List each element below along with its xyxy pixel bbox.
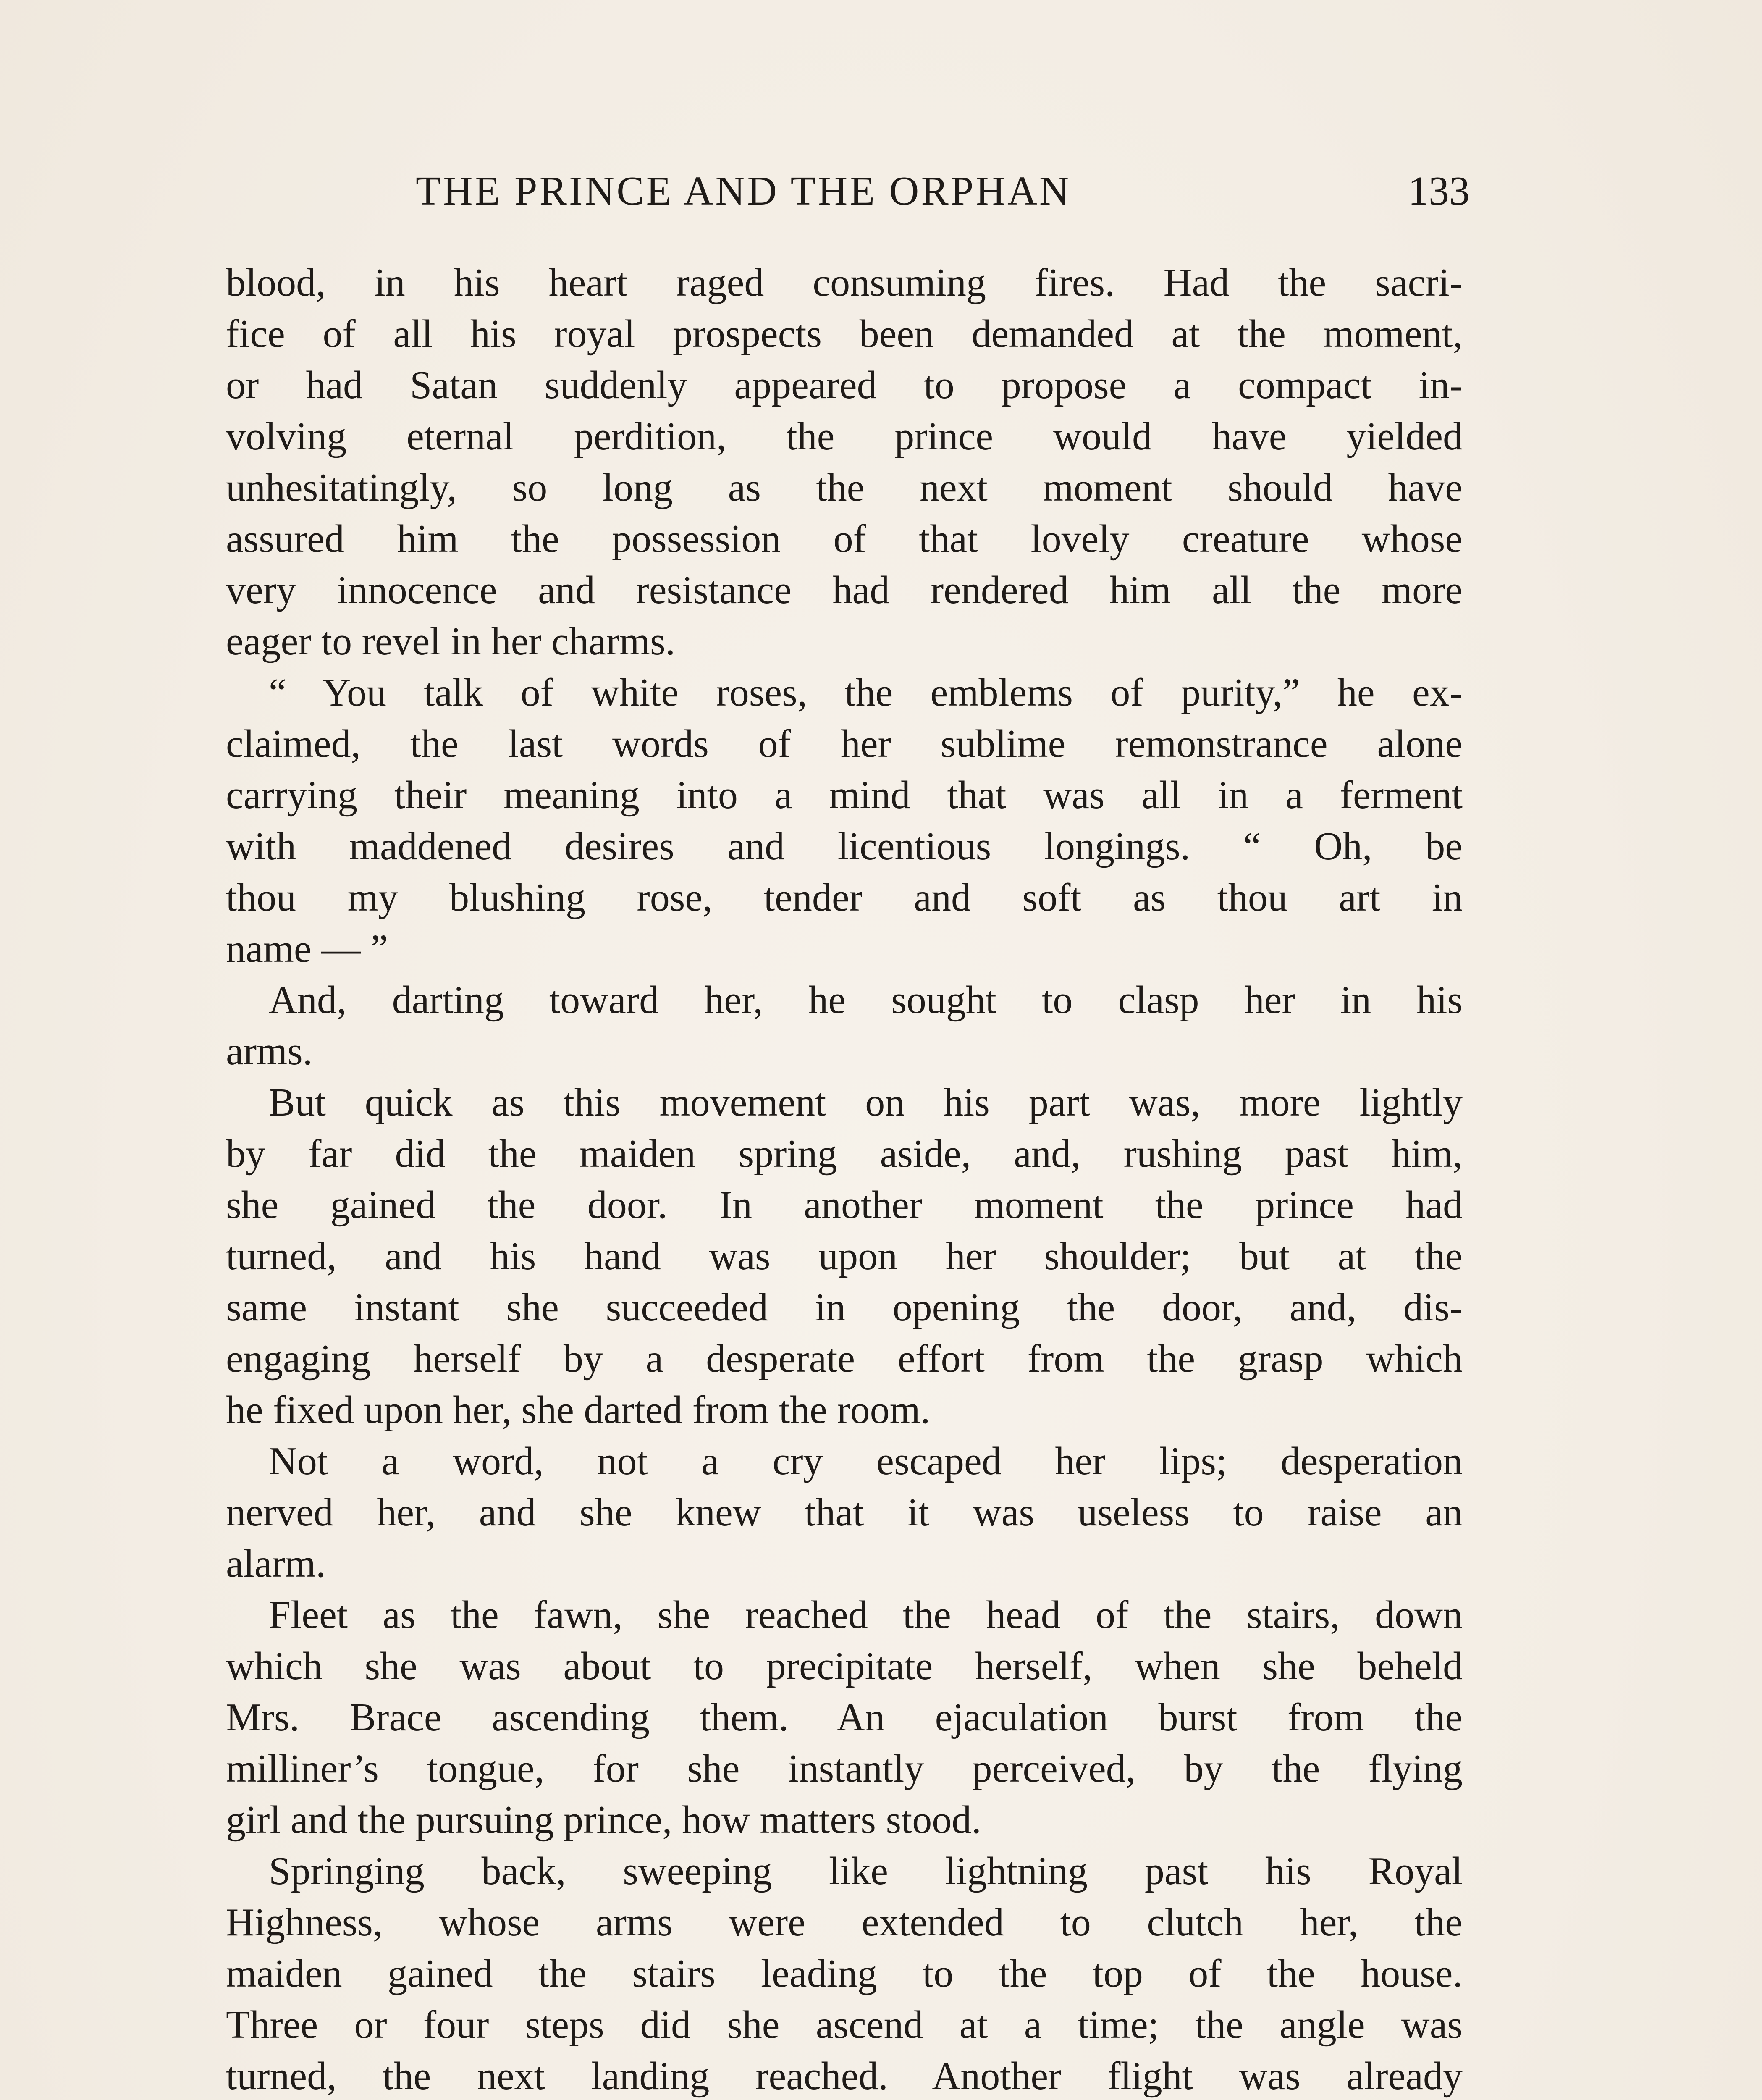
text-line: alarm.: [226, 1542, 326, 1586]
text-line: or had Satan suddenly appeared to propose a compact in-: [226, 363, 1463, 407]
page-number: 133: [1408, 168, 1470, 214]
text-line: arms.: [226, 1029, 313, 1073]
text-line: unhesitatingly, so long as the next moment should have: [226, 466, 1463, 509]
body-text: [226, 257, 1463, 2100]
text-line: fice of all his royal prospects been demanded at the moment,: [226, 312, 1463, 356]
text-line: eager to revel in her charms.: [226, 620, 676, 663]
text-line: he fixed upon her, she darted from the room.: [226, 1388, 931, 1432]
text-line: with maddened desires and licentious longings. “ Oh, be: [226, 824, 1463, 868]
text-line: same instant she succeeded in opening the door, and, dis-: [226, 1286, 1463, 1329]
text-line: claimed, the last words of her sublime remonstrance alone: [226, 722, 1463, 766]
text-line: which she was about to precipitate herself, when she beheld: [226, 1644, 1463, 1688]
text-line: Fleet as the fawn, she reached the head of the stairs, down: [269, 1593, 1463, 1637]
text-line: thou my blushing rose, tender and soft as thou art in: [226, 876, 1463, 919]
text-line: Not a word, not a cry escaped her lips; desperation: [269, 1439, 1463, 1483]
text-line: name — ”: [226, 927, 388, 971]
text-line: Highness, whose arms were extended to clutch her, the: [226, 1900, 1463, 1944]
text-line: Mrs. Brace ascending them. An ejaculation burst from the: [226, 1696, 1463, 1739]
text-line: But quick as this movement on his part was, more lightly: [269, 1081, 1463, 1124]
text-line: she gained the door. In another moment the prince had: [226, 1183, 1463, 1227]
text-line: turned, the next landing reached. Another flight was already: [226, 2054, 1463, 2098]
text-line: girl and the pursuing prince, how matters stood.: [226, 1798, 981, 1842]
text-line: engaging herself by a desperate effort from the grasp which: [226, 1337, 1463, 1381]
running-head: THE PRINCE AND THE ORPHAN: [416, 168, 1071, 214]
text-line: volving eternal perdition, the prince would have yielded: [226, 415, 1463, 458]
text-line: carrying their meaning into a mind that was all in a ferment: [226, 773, 1463, 817]
text-line: blood, in his heart raged consuming fires. Had the sacri-: [226, 261, 1463, 304]
text-line: very innocence and resistance had rendered him all the more: [226, 568, 1463, 612]
text-line: “ You talk of white roses, the emblems of purity,” he ex-: [269, 671, 1463, 714]
text-line: assured him the possession of that lovely creature whose: [226, 517, 1463, 561]
text-line: by far did the maiden spring aside, and, rushing past him,: [226, 1132, 1463, 1176]
text-line: nerved her, and she knew that it was useless to raise an: [226, 1491, 1463, 1534]
text-line: milliner’s tongue, for she instantly perceived, by the flying: [226, 1747, 1463, 1790]
text-line: Three or four steps did she ascend at a time; the angle was: [226, 2003, 1463, 2047]
text-line: maiden gained the stairs leading to the top of the house.: [226, 1952, 1463, 1995]
text-line: turned, and his hand was upon her shoulder; but at the: [226, 1234, 1463, 1278]
page-header: [227, 166, 1470, 216]
text-line: And, darting toward her, he sought to clasp her in his: [269, 978, 1463, 1022]
text-line: Springing back, sweeping like lightning past his Royal: [269, 1849, 1463, 1893]
